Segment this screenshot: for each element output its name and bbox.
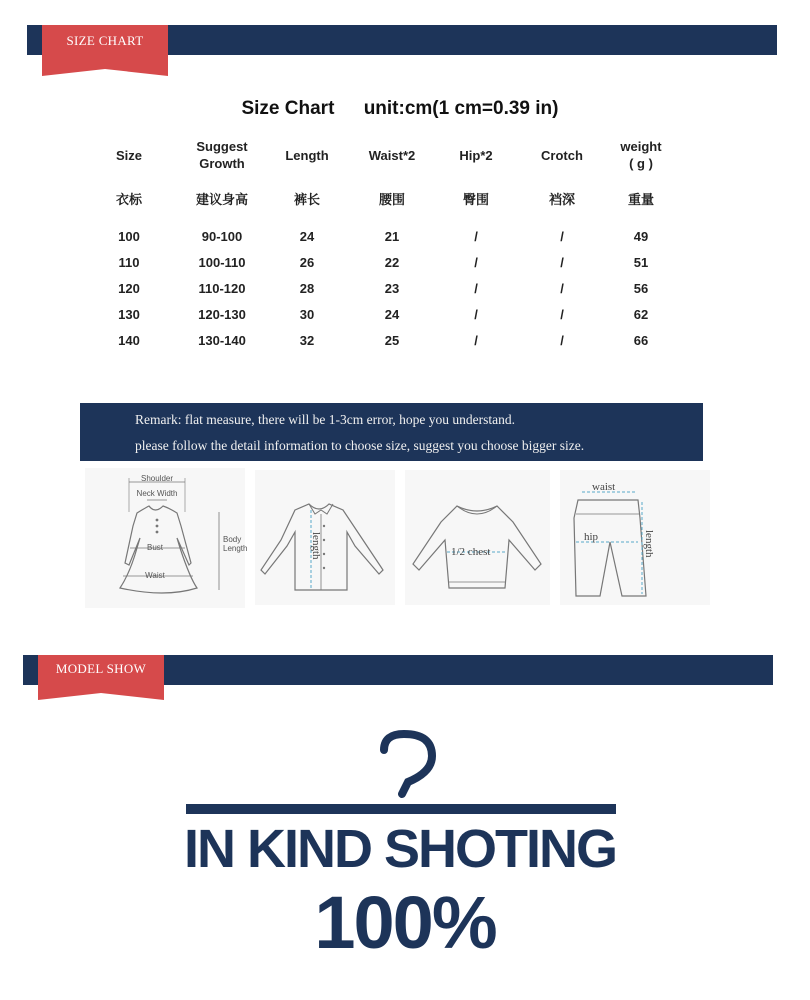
dress-body-length-label-2: Length bbox=[223, 544, 248, 553]
sweater-chest-label: 1/2 chest bbox=[451, 546, 491, 558]
table-cell: / bbox=[560, 307, 564, 322]
remark-line-1: Remark: flat measure, there will be 1-3cm error, hope you understand. bbox=[135, 412, 515, 427]
table-cell: 28 bbox=[299, 281, 315, 296]
table-cell: / bbox=[474, 255, 478, 270]
table-cell: 26 bbox=[299, 255, 315, 270]
pants-waist-label: waist bbox=[592, 481, 616, 493]
table-cell: 66 bbox=[633, 333, 649, 348]
table-cell: 51 bbox=[633, 255, 649, 270]
table-header-en: Waist*2 bbox=[368, 148, 416, 163]
ribbon-notch-icon bbox=[42, 67, 168, 79]
pants-diagram bbox=[560, 470, 710, 605]
table-header-zh: 裤长 bbox=[293, 193, 320, 208]
shirt-length-label: length bbox=[310, 532, 322, 560]
table-cell: 49 bbox=[633, 229, 649, 244]
table-cell: 130 bbox=[118, 307, 140, 322]
table-cell: 21 bbox=[384, 229, 400, 244]
table-header-en: weight ( g ) bbox=[620, 139, 662, 171]
table-cell: 110-120 bbox=[198, 281, 246, 296]
dress-body-length-label: Body bbox=[223, 535, 242, 544]
table-cell: 30 bbox=[299, 307, 315, 322]
table-cell: / bbox=[474, 333, 478, 348]
model-show-badge bbox=[38, 655, 164, 691]
table-cell: 120 bbox=[118, 281, 140, 296]
table-header-en: Hip*2 bbox=[459, 148, 493, 163]
table-cell: 24 bbox=[299, 229, 315, 244]
size-chart-title bbox=[0, 98, 800, 120]
table-cell: 22 bbox=[384, 255, 400, 270]
table-cell: / bbox=[474, 281, 478, 296]
table-cell: 32 bbox=[299, 333, 315, 348]
size-chart-badge bbox=[42, 25, 168, 67]
table-header-zh: 腰围 bbox=[378, 193, 405, 208]
hanger-icon bbox=[180, 730, 620, 820]
table-header-zh: 衣标 bbox=[115, 193, 142, 208]
table-cell: 62 bbox=[633, 307, 649, 322]
pants-length-label: length bbox=[643, 530, 655, 558]
table-cell: / bbox=[560, 281, 564, 296]
promo-headline: IN KIND SHOTING bbox=[183, 819, 616, 879]
table-header-en: Crotch bbox=[541, 148, 583, 163]
dress-neck-label: Neck Width bbox=[136, 489, 178, 498]
table-header-zh: 建议身高 bbox=[195, 193, 248, 208]
pants-hip-label: hip bbox=[584, 531, 599, 543]
table-cell: 100 bbox=[118, 229, 140, 244]
table-cell: / bbox=[474, 229, 478, 244]
table-cell: / bbox=[474, 307, 478, 322]
table-cell: / bbox=[560, 229, 564, 244]
table-header-en: Suggest Growth bbox=[196, 139, 248, 171]
table-cell: / bbox=[560, 333, 564, 348]
sweater-diagram bbox=[405, 470, 550, 605]
table-cell: 56 bbox=[633, 281, 649, 296]
table-cell: 23 bbox=[384, 281, 400, 296]
table-cell: 25 bbox=[384, 333, 400, 348]
dress-bust-label: Bust bbox=[146, 543, 164, 552]
dress-shoulder-label: Shoulder bbox=[140, 474, 174, 483]
table-cell: 24 bbox=[384, 307, 400, 322]
shirt-diagram bbox=[255, 470, 395, 605]
ribbon-notch-icon bbox=[38, 691, 164, 703]
table-header-en: Length bbox=[285, 148, 329, 163]
dress-waist-label: Waist bbox=[145, 571, 165, 580]
model-show-badge-label: MODEL SHOW bbox=[55, 661, 147, 676]
table-header-zh: 裆深 bbox=[548, 193, 575, 208]
size-chart-unit: unit:cm(1 cm=0.39 in) bbox=[363, 98, 559, 119]
remark-line-2: please follow the detail information to choose size, suggest you choose bigger size. bbox=[135, 438, 585, 453]
table-header-zh: 重量 bbox=[627, 193, 654, 208]
table-cell: 100-110 bbox=[198, 255, 246, 270]
dress-diagram bbox=[85, 468, 248, 608]
table-cell: 130-140 bbox=[198, 333, 246, 348]
table-cell: 110 bbox=[118, 255, 140, 270]
promo-percentage: 100% bbox=[314, 881, 496, 964]
table-cell: 90-100 bbox=[201, 229, 243, 244]
size-chart-badge-label: SIZE CHART bbox=[66, 33, 144, 48]
table-cell: 140 bbox=[118, 333, 140, 348]
size-chart-title-text: Size Chart bbox=[241, 98, 335, 119]
table-header-zh: 臀围 bbox=[462, 193, 489, 208]
remark-box bbox=[80, 403, 703, 461]
table-header-en: Size bbox=[115, 148, 142, 163]
table-cell: 120-130 bbox=[198, 307, 246, 322]
table-cell: / bbox=[560, 255, 564, 270]
